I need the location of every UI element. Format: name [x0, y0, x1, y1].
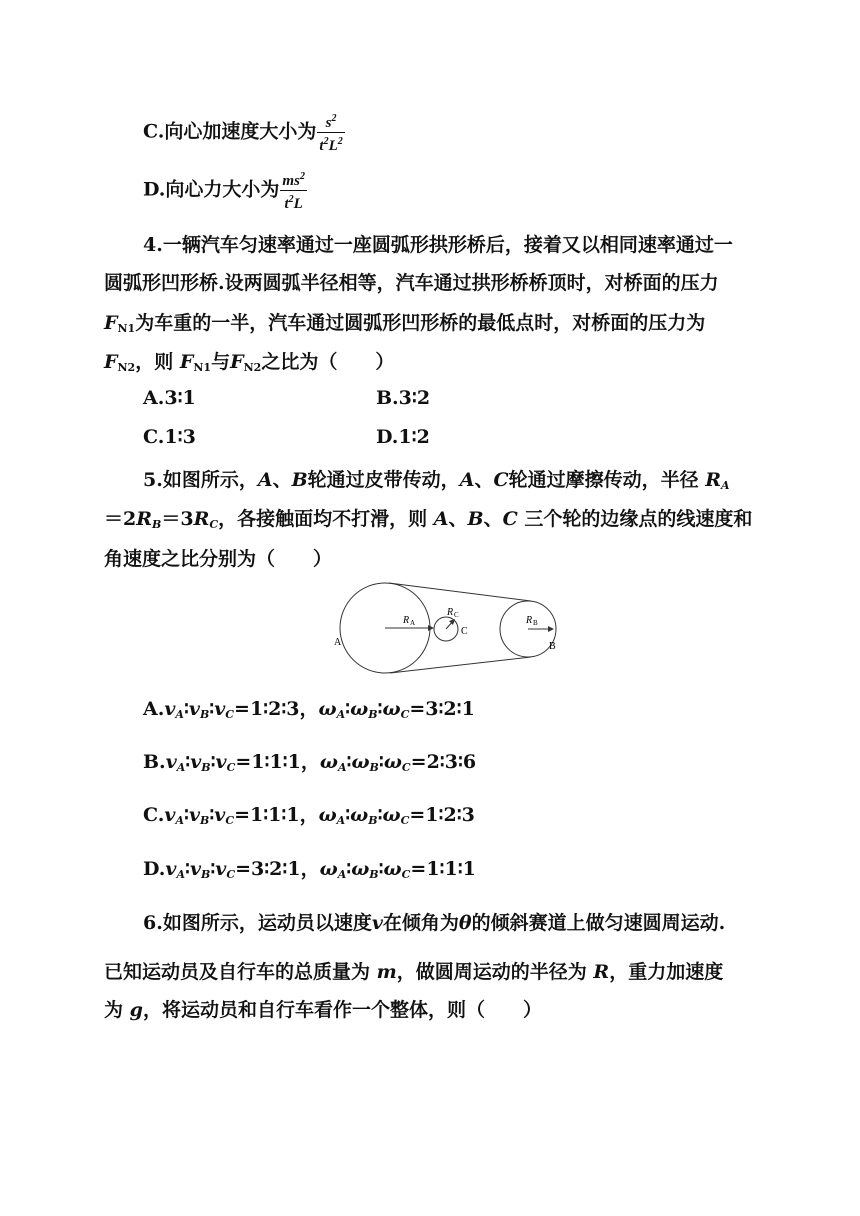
q5-option-c[interactable]: $C.v_A∶v_B∶v_C=1∶1∶1$，$\omega_A∶\omega_B∶\omega_C=1∶2∶3$	[143, 804, 475, 827]
q4-option-b[interactable]: B.3∶2	[376, 387, 431, 409]
q3-option-c-text: C.向心加速度大小为	[143, 120, 317, 143]
q6-stem-line2: 已知运动员及自行车的总质量为 m，做圆周运动的半径为 R，重力加速度	[104, 961, 724, 983]
q6-stem-line3: 为 g，将运动员和自行车看作一个整体，则（ ）	[104, 999, 542, 1021]
q3-option-c-fraction: $\frac{s^2}{t^2L^2}$	[317, 110, 344, 155]
q3-option-c[interactable]	[143, 110, 345, 155]
q5-option-b[interactable]: $B.v_A∶v_B∶v_C=1∶1∶1$，$\omega_A∶\omega_B∶\omega_C=2∶3∶6$	[143, 751, 477, 774]
q5-stem-line1: 5.如图所示，A、B轮通过皮带传动，A、C轮通过摩擦传动，半径 $R_A$	[143, 469, 730, 492]
label-a: A	[334, 637, 342, 648]
q4-option-d[interactable]: D.1∶2	[376, 426, 430, 448]
label-rb-sub: B	[533, 619, 538, 627]
label-rc-sub: C	[454, 611, 459, 619]
label-rc: R	[447, 607, 454, 618]
label-ra: R	[403, 615, 410, 626]
q3-option-d[interactable]	[143, 168, 307, 213]
q3-option-d-fraction: $\frac{ms^2}{t^2L}$	[280, 168, 307, 213]
label-b: B	[549, 641, 556, 652]
q3-option-d-text: D.向心力大小为	[143, 178, 280, 201]
label-c: C	[461, 626, 468, 637]
belt-top-line	[389, 583, 531, 601]
q5-option-d[interactable]: $D.v_A∶v_B∶v_C=3∶2∶1$，$\omega_A∶\omega_B∶\omega_C=1∶1∶1$	[143, 858, 476, 881]
q4-stem-line1: 4.一辆汽车匀速率通过一座圆弧形拱形桥后，接着又以相同速率通过一	[143, 234, 733, 256]
q6-stem-line1: 6.如图所示，运动员以速度v在倾角为θ的倾斜赛道上做匀速圆周运动.	[143, 912, 726, 934]
q4-option-c[interactable]: C.1∶3	[143, 426, 196, 448]
label-ra-sub: A	[410, 619, 416, 627]
pulley-diagram	[330, 582, 570, 674]
q4-stem-line3: $F_{N1}$为车重的一半，汽车通过圆弧形凹形桥的最低点时，对桥面的压力为	[104, 312, 706, 335]
q4-option-a[interactable]: A.3∶1	[143, 387, 196, 409]
q4-stem-line4: $F_{N2}$，则 $F_{N1}$与$F_{N2}$之比为（ ）	[104, 351, 395, 374]
q5-stem-line3: 角速度之比分别为（ ）	[104, 548, 333, 570]
q4-stem-line2: 圆弧形凹形桥.设两圆弧半径相等，汽车通过拱形桥桥顶时，对桥面的压力	[104, 272, 719, 294]
label-rb: R	[526, 615, 533, 626]
q5-option-a[interactable]: $A.v_A∶v_B∶v_C=1∶2∶3$，$\omega_A∶\omega_B∶\omega_C=3∶2∶1$	[143, 698, 475, 721]
q5-stem-line2: $=2R_B=3R_C$，各接触面均不打滑，则 A、B、C 三个轮的边缘点的线速度和	[104, 508, 753, 531]
